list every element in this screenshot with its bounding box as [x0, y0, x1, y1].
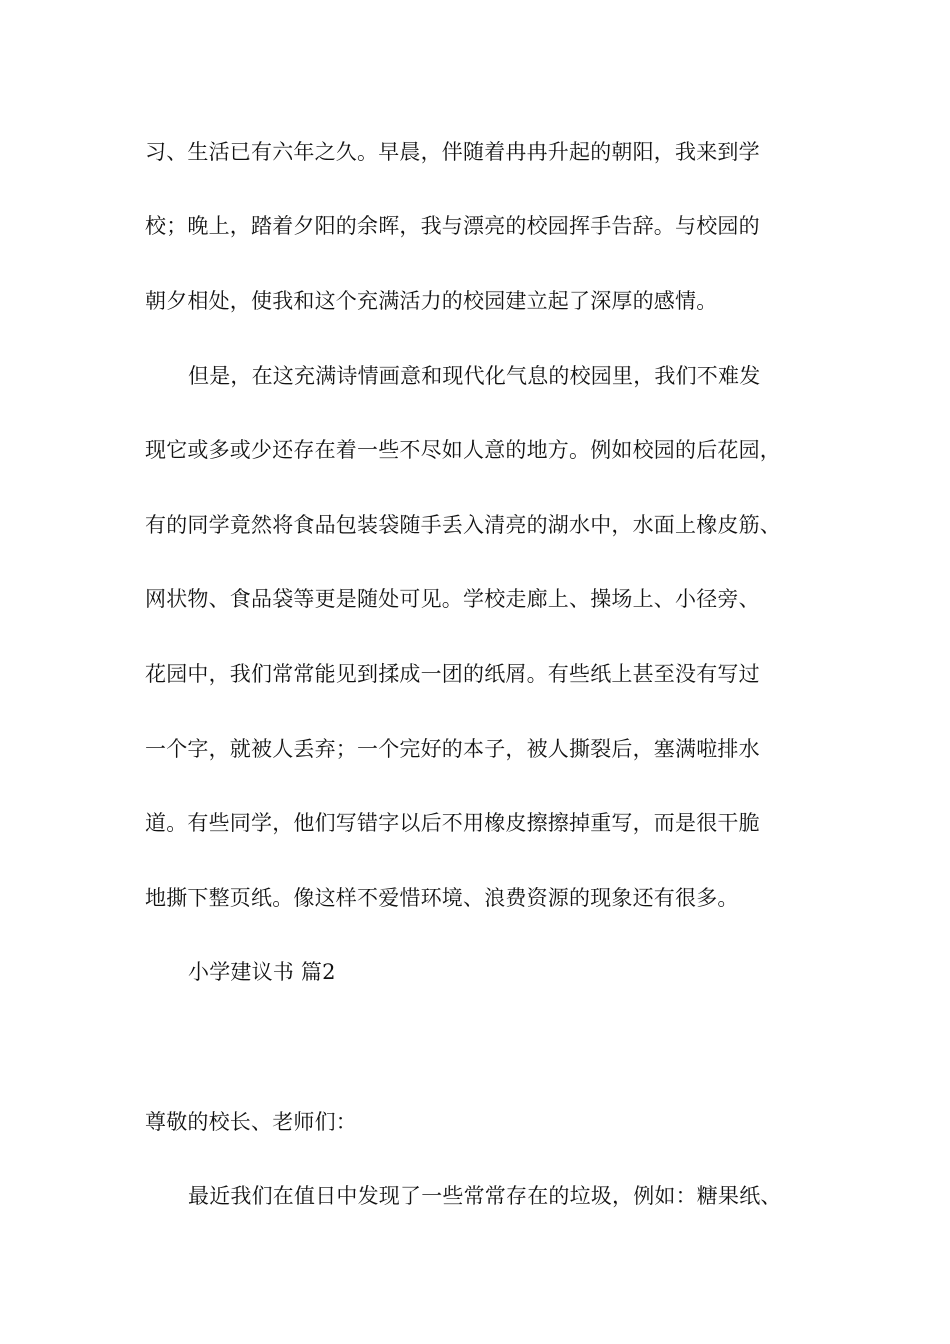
body-line-11: 地撕下整页纸。像这样不爱惜环境、浪费资源的现象还有很多。	[145, 886, 739, 910]
body-line-5: 现它或多或少还存在着一些不尽如人意的地方。例如校园的后花园，	[145, 438, 781, 462]
body-line-4: 但是，在这充满诗情画意和现代化气息的校园里，我们不难发	[188, 364, 761, 388]
salutation: 尊敬的校长、老师们：	[145, 1110, 357, 1134]
body-line-8: 花园中，我们常常能见到揉成一团的纸屑。有些纸上甚至没有写过	[145, 662, 760, 686]
section-heading: 小学建议书 篇2	[188, 960, 336, 984]
body-line-last: 最近我们在值日中发现了一些常常存在的垃圾，例如：糖果纸、	[188, 1184, 782, 1208]
body-line-1: 习、生活已有六年之久。早晨，伴随着冉冉升起的朝阳，我来到学	[145, 140, 760, 164]
body-line-7: 网状物、食品袋等更是随处可见。学校走廊上、操场上、小径旁、	[145, 587, 760, 611]
body-line-6: 有的同学竟然将食品包装袋随手丢入清亮的湖水中，水面上橡皮筋、	[145, 513, 781, 537]
body-line-9: 一个字，就被人丢弃；一个完好的本子，被人撕裂后，塞满啦排水	[145, 737, 760, 761]
body-line-10: 道。有些同学，他们写错字以后不用橡皮擦擦掉重写，而是很干脆	[145, 811, 760, 835]
body-line-3: 朝夕相处，使我和这个充满活力的校园建立起了深厚的感情。	[145, 289, 718, 313]
body-line-2: 校；晚上，踏着夕阳的余晖，我与漂亮的校园挥手告辞。与校园的	[145, 214, 760, 238]
